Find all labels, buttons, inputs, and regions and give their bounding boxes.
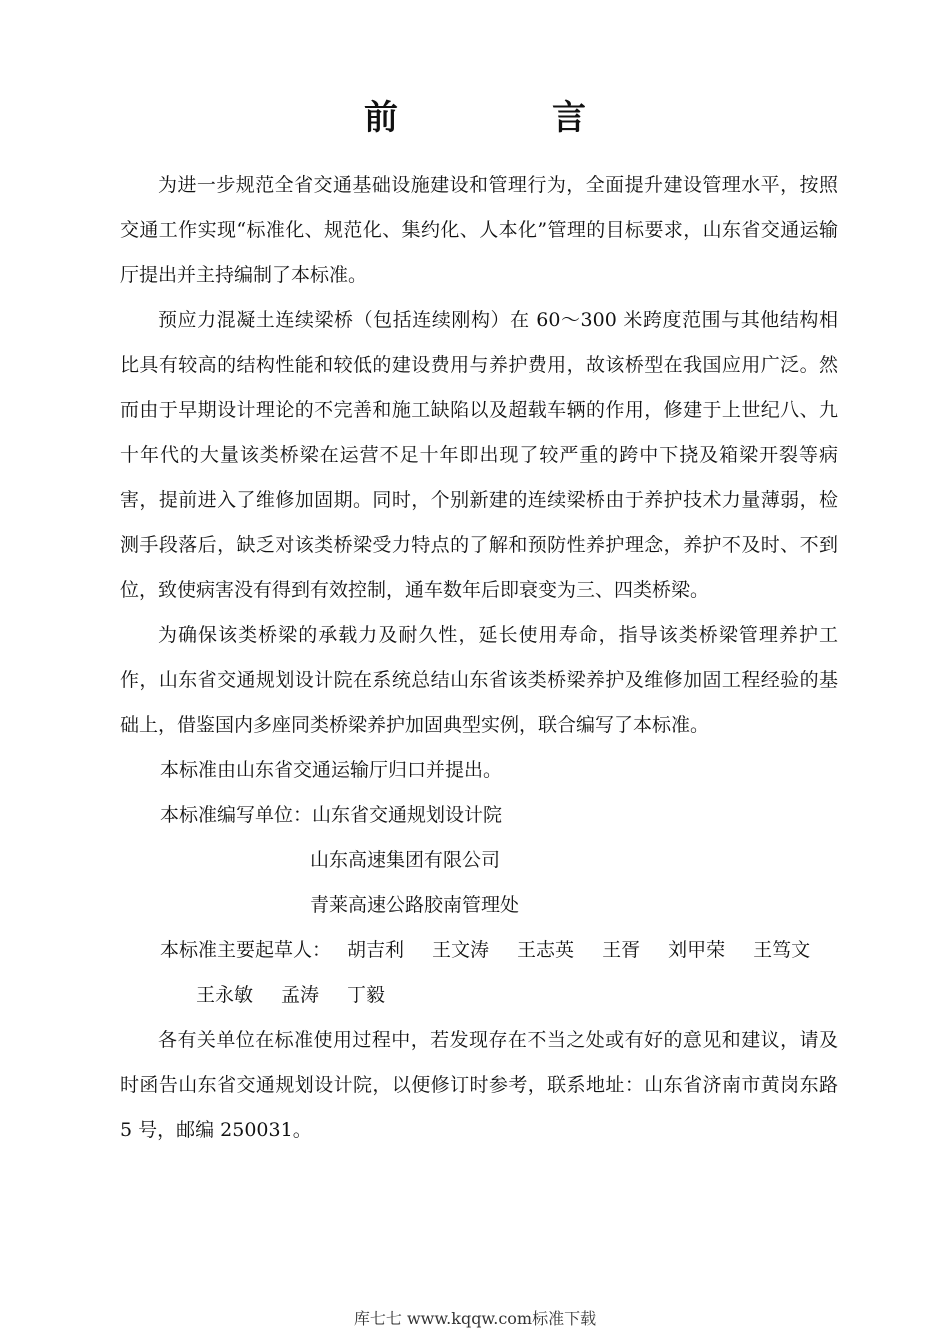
drafter-name: 王志英	[517, 939, 575, 961]
drafter-name: 丁毅	[347, 984, 386, 1006]
drafters-row-2	[120, 973, 838, 1018]
preface-body	[120, 163, 838, 1153]
drafters-label: 本标准主要起草人：	[160, 939, 332, 961]
paragraph-background: 预应力混凝土连续梁桥（包括连续刚构）在 60～300 米跨度范围与其他结构相比具有较高的结构性能和较低的建设费用与养护费用，故该桥型在我国应用广泛。然而由于早期设计理论的不完善和施工缺陷以及超载车辆的作用，修建于上世纪八、九十年代的大量该类桥梁在运营不足十年即出现了较严重的跨中下挠及箱梁开裂等病害，提前进入了维修加固期。同时，个别新建的连续梁桥由于养护技术力量薄弱，检测手段落后，缺乏对该类桥梁受力特点的了解和预防性养护理念，养护不及时、不到位，致使病害没有得到有效控制，通车数年后即衰变为三、四类桥梁。	[120, 309, 838, 601]
proposer-line: 本标准由山东省交通运输厅归口并提出。	[160, 759, 503, 781]
drafter-name: 王胥	[602, 939, 641, 961]
drafters-row-1	[120, 928, 838, 973]
drafter-name: 王文涛	[432, 939, 490, 961]
unit-name: 山东高速集团有限公司	[310, 849, 501, 871]
paragraph-compilation: 为确保该类桥梁的承载力及耐久性，延长使用寿命，指导该类桥梁管理养护工作，山东省交通规划设计院在系统总结山东省该类桥梁养护及维修加固工程经验的基础上，借鉴国内多座同类桥梁养护加固典型实例，联合编写了本标准。	[120, 624, 838, 736]
units-row-1	[120, 793, 838, 838]
footer-watermark: 库七七 www.kqqw.com标准下载	[353, 1309, 597, 1328]
paragraph-purpose: 为进一步规范全省交通基础设施建设和管理行为，全面提升建设管理水平，按照交通工作实现“标准化、规范化、集约化、人本化”管理的目标要求，山东省交通运输厅提出并主持编制了本标准。	[120, 174, 838, 286]
drafter-name: 孟涛	[281, 984, 320, 1006]
units-row-3	[120, 883, 838, 928]
unit-name: 青莱高速公路胶南管理处	[310, 894, 520, 916]
unit-name: 山东省交通规划设计院	[312, 804, 503, 826]
drafter-name: 刘甲荣	[668, 939, 726, 961]
drafter-name: 王笃文	[753, 939, 811, 961]
paragraph-contact: 各有关单位在标准使用过程中，若发现存在不当之处或有好的意见和建议，请及时函告山东省交通规划设计院，以便修订时参考，联系地址：山东省济南市黄岗东路 5 号，邮编 250031。	[120, 1029, 838, 1141]
drafter-name: 王永敏	[196, 984, 254, 1006]
drafter-name: 胡吉利	[347, 939, 405, 961]
units-row-2	[120, 838, 838, 883]
units-label: 本标准编写单位：	[160, 804, 313, 826]
page-title: 前 言	[364, 98, 646, 138]
